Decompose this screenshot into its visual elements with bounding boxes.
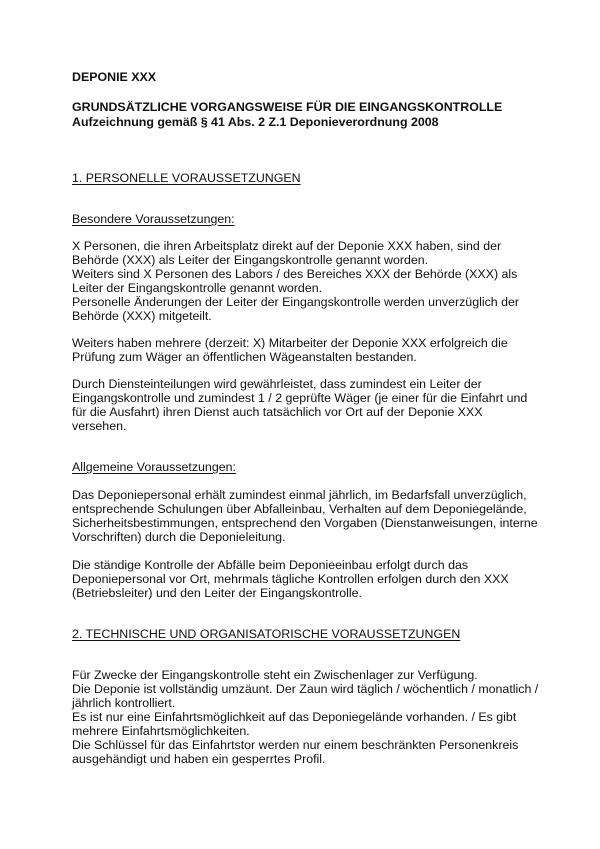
paragraph-line: versehen.: [72, 419, 127, 433]
paragraph-line: (Betriebsleiter) und den Leiter der Eingangskontrolle.: [72, 586, 362, 600]
paragraph-line: Vorschriften) durch die Deponieleitung.: [72, 530, 286, 544]
paragraph-line: Die Schlüssel für das Einfahrtstor werden nur einem beschränkten Personenkreis: [72, 738, 519, 752]
paragraph-line: Sicherheitsbestimmungen, entsprechend den Vorgaben (Dienstanweisungen, interne: [72, 516, 538, 530]
paragraph-line: Weiters sind X Personen des Labors / des Bereiches XXX der Behörde (XXX) als: [72, 267, 518, 281]
paragraph-line: Behörde (XXX) als Leiter der Eingangskontrolle genannt worden.: [72, 253, 429, 267]
paragraph-line: entsprechende Schulungen über Abfalleinbau, Verhalten auf dem Deponiegelände,: [72, 502, 527, 516]
paragraph-line: Eingangskontrolle und zumindest 1 / 2 geprüfte Wäger (je einer für die Einfahrt und: [72, 391, 528, 405]
paragraph-line: Personelle Änderungen der Leiter der Eingangskontrolle werden unverzüglich der: [72, 295, 520, 309]
paragraph-line: jährlich kontrolliert.: [72, 696, 176, 710]
paragraph-line: Weiters haben mehrere (derzeit: X) Mitarbeiter der Deponie XXX erfolgreich die: [72, 336, 508, 350]
paragraph-line: X Personen, die ihren Arbeitsplatz direkt auf der Deponie XXX haben, sind der: [72, 239, 502, 253]
paragraph-line: Das Deponiepersonal erhält zumindest einmal jährlich, im Bedarfsfall unverzüglich,: [72, 488, 527, 502]
paragraph-line: Deponiepersonal vor Ort, mehrmals tägliche Kontrollen erfolgen durch den XXX: [72, 572, 509, 586]
paragraph-line: Es ist nur eine Einfahrtsmöglichkeit auf das Deponiegelände vorhanden. / Es gibt: [72, 710, 517, 724]
paragraph-line: mehrere Einfahrtsmöglichkeiten.: [72, 724, 250, 738]
paragraph-line: für die Ausfahrt) ihren Dienst auch tatsächlich vor Ort auf der Deponie XXX: [72, 405, 483, 419]
allgemeine-heading: Allgemeine Voraussetzungen:: [72, 460, 236, 474]
paragraph-line: Leiter der Eingangskontrolle genannt worden.: [72, 281, 323, 295]
section-2-heading: 2. TECHNISCHE UND ORGANISATORISCHE VORAUSSETZUNGEN: [72, 627, 461, 641]
paragraph-line: Für Zwecke der Eingangskontrolle steht ein Zwischenlager zur Verfügung.: [72, 668, 478, 682]
site-name: DEPONIE XXX: [72, 70, 157, 84]
paragraph-line: Die ständige Kontrolle der Abfälle beim Deponieeinbau erfolgt durch das: [72, 558, 469, 572]
besondere-heading: Besondere Voraussetzungen:: [72, 212, 235, 226]
paragraph-line: Durch Diensteinteilungen wird gewährleistet, dass zumindest ein Leiter der: [72, 377, 482, 391]
paragraph-line: Die Deponie ist vollständig umzäunt. Der Zaun wird täglich / wöchentlich / monatlich /: [72, 682, 539, 696]
paragraph-line: Prüfung zum Wäger an öffentlichen Wägeanstalten bestanden.: [72, 350, 417, 364]
paragraph-line: Behörde (XXX) mitgeteilt.: [72, 309, 212, 323]
section-1-heading: 1. PERSONELLE VORAUSSETZUNGEN: [72, 171, 301, 185]
document-title: GRUNDSÄTZLICHE VORGANGSWEISE FÜR DIE EINGANGSKONTROLLE: [72, 100, 503, 114]
paragraph-line: ausgehändigt und haben ein gesperrtes Profil.: [72, 752, 326, 766]
document-subtitle: Aufzeichnung gemäß § 41 Abs. 2 Z.1 Deponieverordnung 2008: [72, 115, 439, 129]
